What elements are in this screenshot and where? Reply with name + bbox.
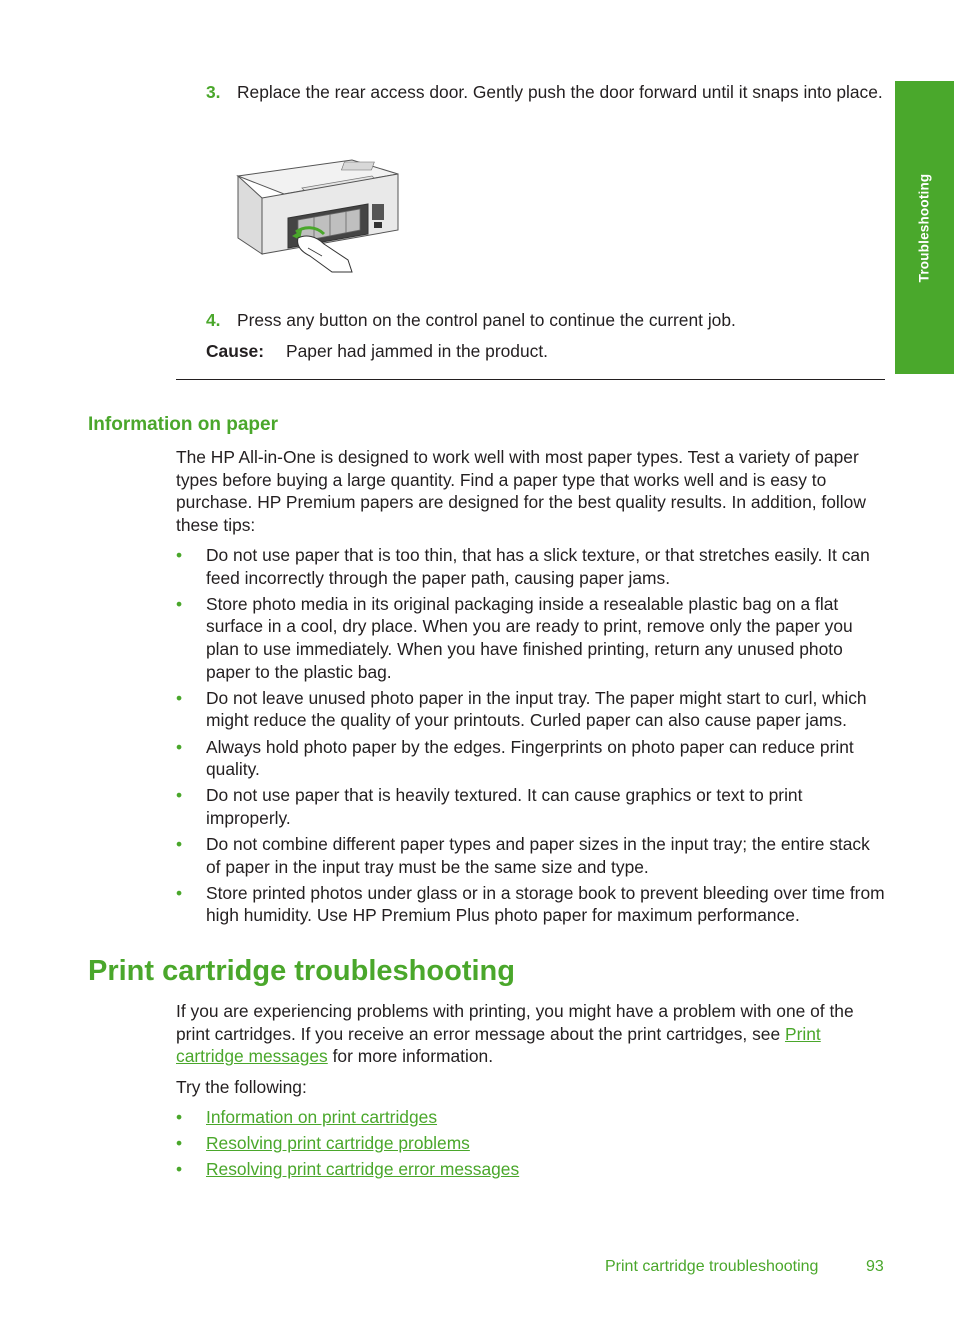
bullet-icon: • <box>176 545 183 565</box>
list-item <box>176 1106 888 1129</box>
page-section-title: Print cartridge troubleshooting <box>88 955 515 987</box>
step-4 <box>206 309 886 332</box>
print-cartridge-messages-link[interactable]: Print cartridge messages <box>176 1023 821 1067</box>
list-item: • Store photo media in its original packaging inside a resealable plastic bag on a flat surface in a cool, dry place. When you are ready to print, remove only the paper you plan to use immediately. When you have finished printing, return any unused photo paper to the plastic bag. <box>176 593 853 682</box>
bullet-icon: • <box>176 1107 183 1127</box>
bullet-icon: • <box>176 687 183 708</box>
info-print-cartridges-link[interactable]: Information on print cartridges <box>206 1107 438 1127</box>
step-number: 3. <box>206 82 221 102</box>
cause-line <box>206 340 886 363</box>
printer-rear-door-illustration <box>232 152 404 274</box>
bullet-icon: • <box>176 882 183 903</box>
page-number: 93 <box>866 1258 884 1275</box>
bullet-icon: • <box>176 834 183 855</box>
step-text: Press any button on the control panel to continue the current job. <box>237 310 736 330</box>
paper-tips-list <box>176 544 888 931</box>
bullet-icon: • <box>176 593 183 614</box>
resolving-problems-link[interactable]: Resolving print cartridge problems <box>206 1133 470 1154</box>
side-tab-label: Troubleshooting <box>916 173 932 282</box>
bullet-icon: • <box>176 736 183 757</box>
list-item: • Do not use paper that is too thin, that has a slick texture, or that stretches easily. It can feed incorrectly through the paper path, causing paper jams. <box>176 545 870 588</box>
bullet-icon: • <box>176 1159 183 1180</box>
bullet-icon: • <box>176 785 183 806</box>
paper-section-heading: Information on paper <box>88 414 278 435</box>
try-following: Try the following: <box>176 1077 307 1097</box>
list-item: • Do not use paper that is heavily textured. It can cause graphics or text to print improperly. <box>176 785 803 828</box>
resolving-error-messages-link[interactable]: Resolving print cartridge error messages <box>206 1159 520 1180</box>
list-item: • Always hold photo paper by the edges. Fingerprints on photo paper can reduce print quality. <box>176 736 854 780</box>
paper-intro: The HP All-in-One is designed to work well with most paper types. Test a variety of paper types before buying a large quantity. Find a paper type that works well and is easy to purchase. HP Premium papers are designed for the best quality results. In addition, follow these tips: <box>176 447 866 535</box>
list-item <box>176 1158 888 1181</box>
step-text: Replace the rear access door. Gently push the door forward until it snaps into place. <box>237 82 883 102</box>
list-item: • Do not leave unused photo paper in the input tray. The paper might start to curl, which might reduce the quality of your printouts. Curled paper can also cause paper jams. <box>176 687 867 731</box>
section-divider <box>176 379 885 380</box>
side-tab <box>895 81 954 374</box>
list-item <box>176 1132 888 1155</box>
footer-title: Print cartridge troubleshooting <box>605 1258 819 1275</box>
cause-text: Paper had jammed in the product. <box>286 341 548 361</box>
step-3 <box>206 81 886 104</box>
list-item: • Store printed photos under glass or in a storage book to prevent bleeding over time from high humidity. Use HP Premium Plus photo paper for maximum performance. <box>176 882 885 926</box>
cause-label: Cause: <box>206 341 264 361</box>
step-number: 4. <box>206 310 221 330</box>
cartridge-intro: If you are experiencing problems with printing, you might have a problem with one of the print cartridges. If you receive an error message about the print cartridges, see Print cartridge messages for more information. <box>176 1001 854 1067</box>
cartridge-links-list <box>176 1106 888 1185</box>
list-item: • Do not combine different paper types and paper sizes in the input tray; the entire stack of paper in the input tray must be the same size and type. <box>176 834 870 877</box>
bullet-icon: • <box>176 1133 183 1154</box>
